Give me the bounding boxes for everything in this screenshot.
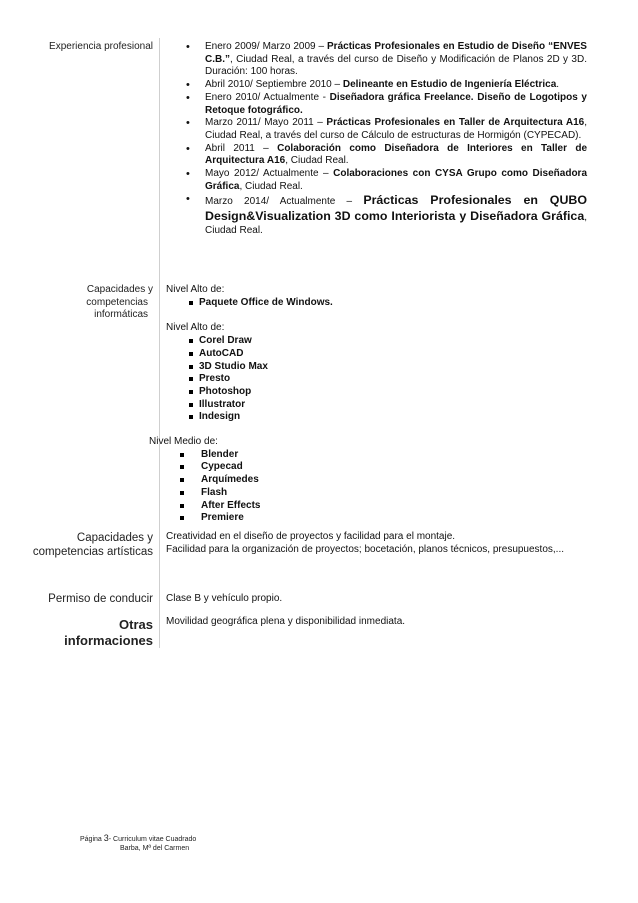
label-otras: Otras informaciones: [64, 617, 153, 648]
skill-item: 3D Studio Max: [166, 361, 587, 374]
artistic-skills: [166, 531, 587, 556]
artistic-line1: Creatividad en el diseño de proyectos y facilidad para el montaje.: [166, 531, 456, 542]
computer-skills: [149, 284, 587, 525]
column-divider: [159, 38, 160, 648]
driving-licence: Clase B y vehículo propio.: [166, 593, 283, 604]
skill-item: After Effects: [166, 500, 587, 513]
skills-group2-list: [166, 335, 587, 424]
experience-item: • Marzo 2011/ Mayo 2011 – Prácticas Profesionales en Taller de Arquitectura A16, Ciudad Real, a través del curso de Cálculo de estructuras de Hormigón (CYPECAD).: [166, 117, 587, 142]
skill-item: Flash: [166, 487, 587, 500]
skill-item: Illustrator: [166, 399, 587, 412]
skill-item: Photoshop: [166, 386, 587, 399]
skill-item: Premiere: [166, 512, 587, 525]
skill-item: Corel Draw: [166, 335, 587, 348]
label-informaticas: Capacidades y competencias informáticas: [86, 284, 153, 321]
experience-section: [166, 41, 587, 238]
experience-list: [166, 41, 587, 238]
other-info: Movilidad geográfica plena y disponibilidad inmediata.: [166, 616, 406, 627]
skill-item: Arquímedes: [166, 474, 587, 487]
skills-group3-title: Nivel Medio de:: [149, 436, 218, 448]
experience-item: • Mayo 2012/ Actualmente – Colaboraciones con CYSA Grupo como Diseñadora Gráfica, Ciudad Real.: [166, 168, 587, 193]
artistic-line2: Facilidad para la organización de proyectos; bocetación, planos técnicos, presupuestos,...: [166, 543, 565, 555]
skill-item: Presto: [166, 373, 587, 386]
skill-item: Cypecad: [166, 461, 587, 474]
skill-item: Indesign: [166, 411, 587, 424]
skill-item: Paquete Office de Windows.: [166, 297, 587, 310]
experience-item: • Enero 2009/ Marzo 2009 – Prácticas Profesionales en Estudio de Diseño “ENVES C.B.”, Ciudad Real, a través del curso de Diseño y Modificación de Planos 2D y 3D. Duración: 100 horas.: [166, 41, 587, 79]
skills-group3-list: [166, 449, 587, 525]
experience-item: • Enero 2010/ Actualmente - Diseñadora gráfica Freelance. Diseño de Logotipos y Retoque fotográfico.: [166, 92, 587, 117]
experience-item: • Abril 2010/ Septiembre 2010 – Delineante en Estudio de Ingeniería Eléctrica.: [166, 79, 587, 92]
label-experiencia: Experiencia profesional: [49, 41, 153, 52]
label-permiso: Permiso de conducir: [48, 593, 153, 605]
page-number: 3: [103, 833, 109, 843]
skill-item: Blender: [166, 449, 587, 462]
experience-item: • Marzo 2014/ Actualmente – Prácticas Profesionales en QUBO Design&Visualization 3D como Interiorista y Diseñadora Gráfica, Ciudad Real.: [166, 193, 587, 237]
experience-item: • Abril 2011 – Colaboración como Diseñadora de Interiores en Taller de Arquitectura A16, Ciudad Real.: [166, 143, 587, 168]
skills-group1-title: Nivel Alto de:: [166, 284, 225, 295]
skills-group1-list: [166, 297, 587, 310]
label-artisticas: Capacidades y competencias artísticas: [32, 532, 153, 558]
skills-group2-title: Nivel Alto de:: [166, 322, 225, 334]
page-footer: Página 3- Curriculum vitae Cuadrado Barba, Mª del Carmen: [80, 833, 197, 852]
skill-item: AutoCAD: [166, 348, 587, 361]
